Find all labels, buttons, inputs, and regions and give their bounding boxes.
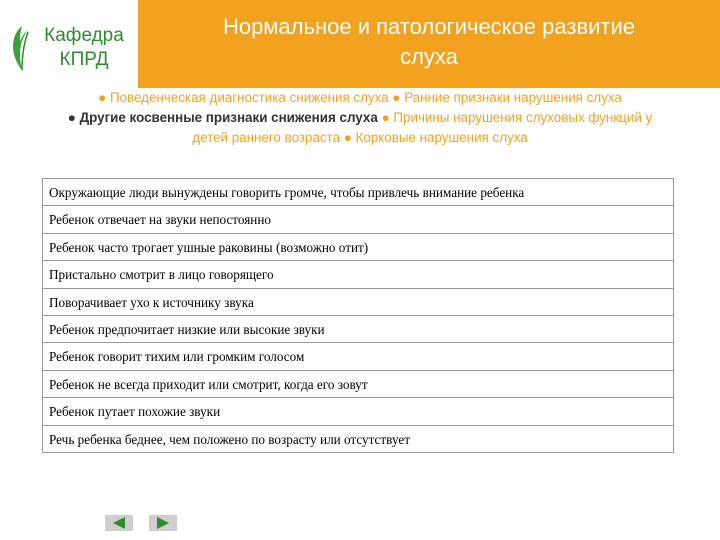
nav-link-cortical-disorders[interactable]: Корковые нарушения слуха [355,130,528,145]
prev-slide-button[interactable] [105,515,133,531]
table-row: Ребенок путает похожие звуки [42,398,674,425]
bullet: ● [98,90,107,105]
signs-table [42,178,674,453]
logo-line-2: КПРД [59,49,109,70]
logo-line-1: Кафедра [44,25,124,46]
leaf-icon [8,24,34,72]
logo-text [36,24,132,72]
slide-navigation [105,515,189,533]
nav-link-causes-part2[interactable]: детей раннего возраста [192,130,341,145]
nav-links [0,88,720,148]
nav-link-early-signs[interactable]: Ранние признаки нарушения слуха [404,90,622,105]
arrow-right-icon [149,515,177,531]
table-row: Речь ребенка беднее, чем положено по возрасту или отсутствует [42,426,674,453]
bullet: ● [67,110,76,125]
bullet: ● [343,130,352,145]
nav-line-3 [0,128,720,148]
next-slide-button[interactable] [149,515,177,531]
nav-link-behavioral-diagnostics[interactable]: Поведенческая диагностика снижения слуха [109,90,389,105]
table-row: Ребенок отвечает на звуки непостоянно [42,206,674,233]
table-row: Пристально смотрит в лицо говорящего [42,261,674,288]
logo [0,0,138,88]
table-row: Ребенок часто трогает ушные раковины (возможно отит) [42,234,674,261]
nav-link-other-indirect-signs[interactable]: Другие косвенные признаки снижения слуха [79,110,378,125]
table-row: Поворачивает ухо к источнику звука [42,289,674,316]
nav-line-1 [0,88,720,108]
bullet: ● [392,90,401,105]
nav-link-causes-part1[interactable]: Причины нарушения слуховых функций у [393,110,653,125]
page-title [138,12,720,72]
bullet: ● [381,110,390,125]
title-bar [138,0,720,88]
table-row: Окружающие люди вынуждены говорить громче, чтобы привлечь внимание ребенка [42,179,674,206]
arrow-left-icon [105,515,133,531]
table-row: Ребенок не всегда приходит или смотрит, когда его зовут [42,371,674,398]
title-line-1: Нормальное и патологическое развитие [222,14,636,39]
title-line-2: слуха [400,44,458,69]
table-row: Ребенок говорит тихим или громким голосом [42,343,674,370]
table-row: Ребенок предпочитает низкие или высокие звуки [42,316,674,343]
nav-line-2 [0,108,720,128]
